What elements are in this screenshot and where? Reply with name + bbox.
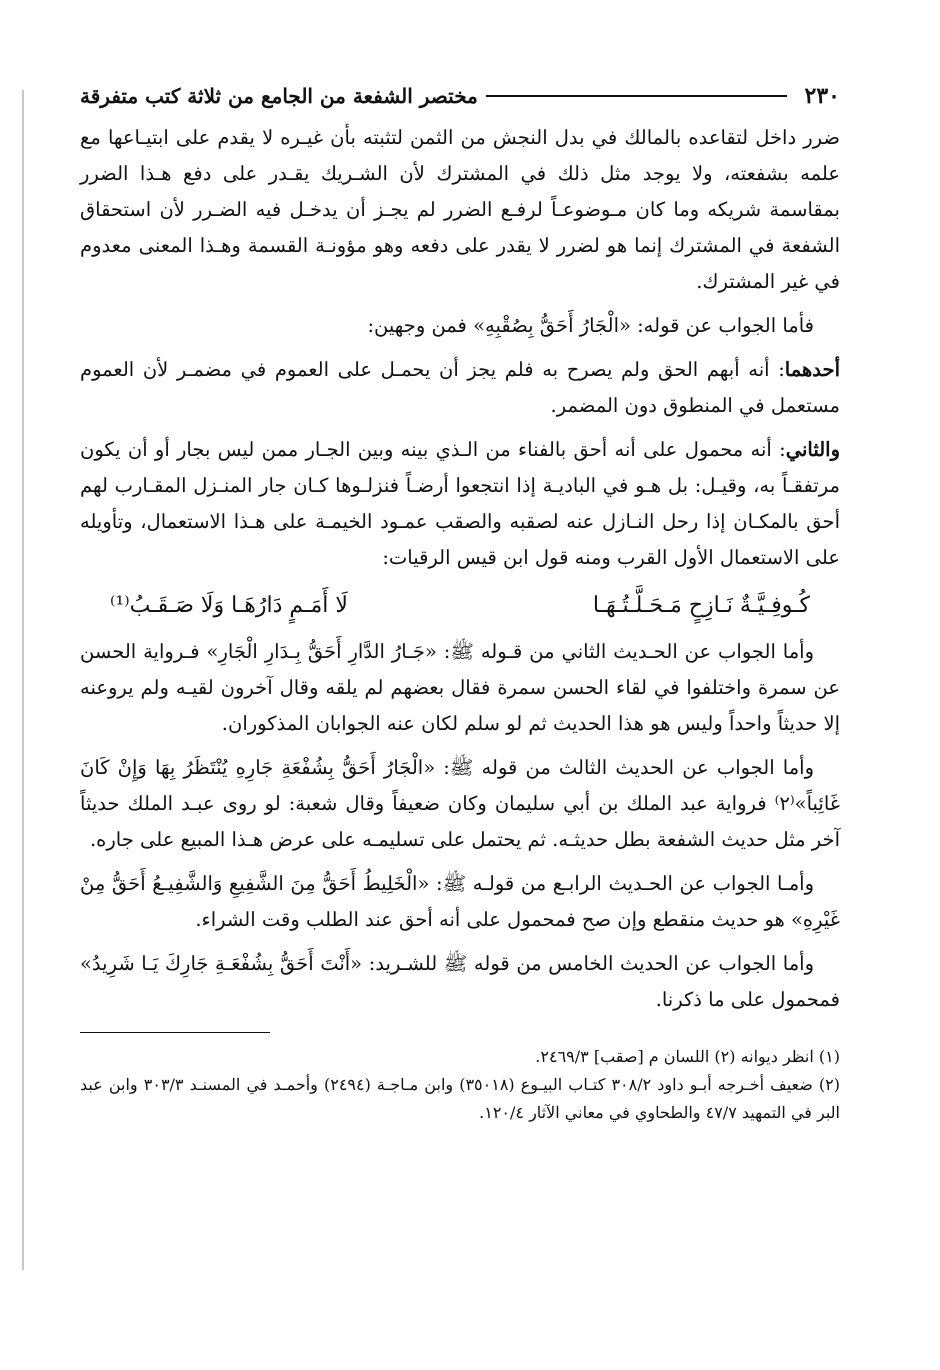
header-rule xyxy=(486,95,787,97)
scan-edge-line xyxy=(22,90,24,1270)
paragraph xyxy=(80,750,840,858)
poetry-verse xyxy=(110,584,810,628)
paragraph xyxy=(80,946,840,1018)
paragraph xyxy=(80,432,840,576)
book-page xyxy=(80,78,840,1127)
footnote: (١) انظر ديوانه (٢) اللسان م [صقب] ٢٤٦٩/٣. xyxy=(535,1047,840,1066)
footnotes xyxy=(80,1043,840,1127)
paragraph-lead: والثاني xyxy=(785,438,840,461)
verse-second-hemistich: لَا أَمَـمٍ دَارُهَـا وَلَا صَـقَـبُ⁽¹⁾ xyxy=(110,593,348,618)
paragraph-text: وأما الجواب عن الحديث الخامس من قوله ﷺ للشـريد: «أَنْتَ أَحَقُّ بِشُفْعَـةِ جَارِكَ يَـا شَرِيدُ» فمحمول على ما ذكرنا. xyxy=(80,952,840,1011)
page-number: ٢٣٠ xyxy=(804,83,840,109)
paragraph xyxy=(80,120,840,300)
footnote-rule xyxy=(80,1032,270,1033)
paragraph xyxy=(80,352,840,424)
paragraph xyxy=(80,308,840,344)
main-text xyxy=(80,120,840,1018)
paragraph xyxy=(80,634,840,742)
paragraph-text: وأمـا الجواب عن الحـديث الرابـع من قولـه ﷺ: «الْخَلِيطُ أَحَقُّ مِنَ الشَّفِيعِ وَالشَّفِيـعُ أَحَقُّ مِنْ غَيْرِهِ» هو حديث منقطع وإن صح فمحمول على أنه أحق عند الطلب وقت الشراء. xyxy=(80,872,840,931)
verse-first-hemistich: كُـوفِـيَّـةٌ نَـازِحٍ مَـحَـلَّـتُـهَـا xyxy=(592,593,810,618)
footnote: (٢) ضعيف أخـرجه أبـو داود ٣٠٨/٢ كتـاب البيـوع (٣٥٠١٨) وابن مـاجـة (٢٤٩٤) وأحمـد في المسنـد ٣٠٣/٣ وابن عبد البر في التمهيد ٤٧/٧ والطحاوي في معاني الآثار ١٢٠/٤. xyxy=(80,1075,841,1122)
paragraph xyxy=(80,866,840,938)
page-header xyxy=(80,78,840,114)
paragraph-text: وأما الجواب عن الحـديث الثاني من قـوله ﷺ: «جَـارُ الدَّارِ أَحَقُّ بِـدَارِ الْجَارِ» فـرواية الحسن عن سمرة واختلفوا في لقاء الحسن سمرة فقال بعضهم لم يلقه وقال آخرون لقيـه ولم يروعنه إلا حديثاً واحداً وليس هو هذا الحديث ثم لو سلم لكان عنه الجوابان المذكوران. xyxy=(80,640,840,735)
paragraph-text: ضرر داخل لتقاعده بالمالك في بدل النجش من الثمن لتثبته بأن غيـره لا يقدم على ابتيـاعها مع علمه بشفعته، ولا يوجد مثل ذلك في المشترك لأن الشـريك يقـدر على دفع هـذا الضرر بمقاسمة شريكه وما كان مـوضوعـاً لرفـع الضرر لم يجـز أن يدخـل فيه الضـرر لأن استحقاق الشفعة في المشترك إنما هو لضرر لا يقدر على دفعه وهو مؤونـة القسمة وهـذا المعنى معدوم في غير المشترك. xyxy=(80,126,840,293)
paragraph-lead: أحدهما xyxy=(784,358,840,381)
paragraph-text: وأما الجواب عن الحديث الثالث من قوله ﷺ: «الْجَارُ أَحَقُّ بِشُفْعَةِ جَارِهِ يُنْتَظَرُ بِهَا وَإِنْ كَانَ غَائِباً»⁽٢⁾ فرواية عبد الملك بن أبي سليمان وكان ضعيفاً وقال شعبة: لو روى عبـد الملك حديثاً آخر مثل حديث الشفعة بطل حديثـه. ثم يحتمل على تسليمـه على عرض هـذا المبيع على جاره. xyxy=(80,756,840,851)
paragraph-text: : أنه محمول على أنه أحق بالفناء من الـذي بينه وبين الجـار ممن ليس بجار أو أن يكون مرتفقـاً به، وقيـل: بل هـو في الباديـة إذا انتجعوا أرضـاً فنزلـوها كـان جار المنـزل المقـارب لهم أحق بالمكـان إذا رحل النـازل عنه لصقبه والصقب عمـود الخيمـة على هـذا الاستعمال، وتأويله على الاستعمال الأول القرب ومنه قول ابن قيس الرقيات: xyxy=(80,438,840,569)
paragraph-text: فأما الجواب عن قوله: «الْجَارُ أَحَقُّ بِصُقْبِهِ» فمن وجهين: xyxy=(367,314,814,337)
running-title: مختصر الشفعة من الجامع من ثلاثة كتب متفرقة xyxy=(80,84,478,108)
paragraph-text: : أنه أبهم الحق ولم يصرح به فلم يجز أن يحمـل على العموم في مضمـر لأن العموم مستعمل في المنطوق دون المضمر. xyxy=(80,358,840,417)
